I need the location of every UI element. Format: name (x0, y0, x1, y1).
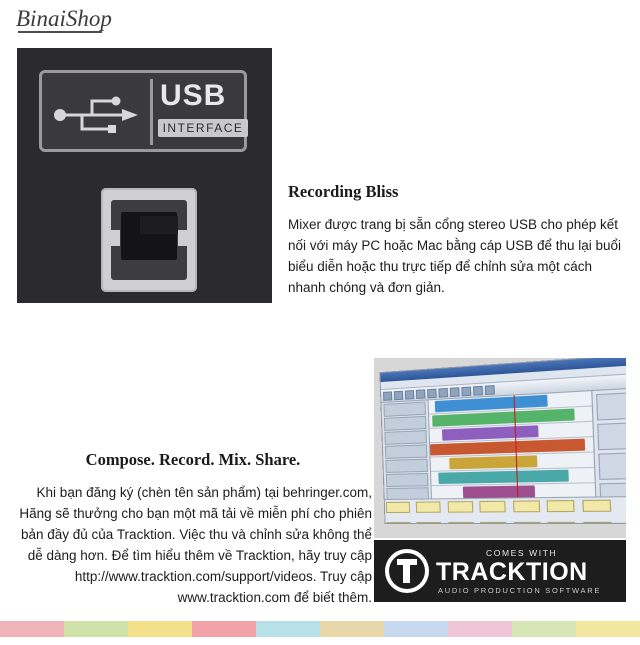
tracktion-wordmark: TRACKTION (436, 558, 588, 586)
browser-cell (386, 502, 410, 513)
audio-clip (449, 455, 538, 469)
track-header (383, 402, 426, 417)
audio-clip (442, 425, 538, 440)
daw-window (379, 358, 626, 524)
tracktion-logo-banner (374, 540, 626, 602)
recording-bliss-section (288, 182, 626, 298)
audio-clip (462, 485, 535, 498)
usb-port-photo (17, 48, 272, 303)
browser-cell (547, 500, 575, 512)
toolbar-icon (383, 391, 392, 401)
browser-cell (514, 522, 541, 524)
browser-cell (416, 501, 441, 512)
browser-cell (582, 500, 611, 512)
daw-screenshot-panel (374, 358, 626, 538)
strip-swatch (256, 621, 320, 637)
browser-cell (480, 522, 506, 524)
usb-badge (39, 70, 247, 152)
usb-type-b-connector (101, 188, 197, 292)
track-header (385, 444, 428, 459)
browser-cell (447, 501, 473, 513)
plugin-slot (598, 452, 626, 480)
track-header (386, 473, 429, 487)
tracktion-tagline: AUDIO PRODUCTION SOFTWARE (438, 586, 602, 595)
strip-swatch (320, 621, 384, 637)
daw-arrange-area (381, 389, 626, 525)
browser-cell (583, 522, 612, 524)
strip-swatch (576, 621, 640, 637)
usb-badge-divider (150, 79, 153, 145)
browser-cell (387, 522, 411, 524)
recording-bliss-body: Mixer được trang bị sẵn cổng stereo USB cho phép kết nối với máy PC hoặc Mac bằng cáp USB để thu lại buổi biểu diễn hoặc thu trực tiếp để chỉnh sửa một cách nhanh chóng và đơn giản. (288, 217, 622, 295)
usb-connector-shell (111, 200, 187, 280)
toolbar-icon (438, 387, 448, 397)
strip-swatch (384, 621, 448, 637)
track-header (384, 430, 427, 445)
compose-body: Khi bạn đăng ký (chèn tên sản phẩm) tại behringer.com, Hãng sẽ thưởng cho bạn một mã tải về miễn phí cho phiên bản đầy đủ của Tracktion. Việc thu và chỉnh sửa không thể dễ dàng hơn. Để tìm hiểu thêm về Tracktion, hãy truy cập http://www.tracktion.com/support/videos. Truy cập www.tracktion.com để biết thêm. (19, 485, 372, 605)
toolbar-icon (394, 390, 403, 400)
toolbar-icon (473, 385, 483, 395)
toolbar-icon (427, 388, 437, 398)
usb-trident-icon (52, 89, 144, 137)
recording-bliss-title: Recording Bliss (288, 182, 399, 201)
site-logo[interactable] (16, 6, 112, 32)
bottom-color-strip (0, 621, 640, 637)
compose-title: Compose. Record. Mix. Share. (85, 450, 301, 469)
strip-swatch (448, 621, 512, 637)
tracktion-t-mark-icon (384, 548, 430, 594)
toolbar-icon (450, 387, 460, 397)
logo-underline (18, 31, 102, 33)
strip-swatch (512, 621, 576, 637)
strip-swatch (128, 621, 192, 637)
tracktion-comes-with-label: COMES WITH (486, 548, 558, 558)
browser-cell (548, 522, 576, 524)
toolbar-icon (461, 386, 471, 396)
browser-cell (417, 522, 442, 524)
browser-cell (448, 522, 474, 524)
track-header (385, 459, 428, 473)
track-header (384, 416, 427, 431)
toolbar-icon (416, 389, 425, 399)
plugin-slot (596, 392, 626, 420)
strip-swatch (0, 621, 64, 637)
usb-connector-tab (140, 216, 178, 234)
usb-notch-right (178, 230, 187, 246)
audio-clip (439, 470, 569, 484)
plugin-slot (597, 422, 626, 450)
daw-browser-panel (385, 496, 626, 524)
compose-section (14, 450, 372, 608)
browser-cell (513, 500, 540, 512)
browser-cell (480, 501, 506, 513)
usb-connector-cavity (121, 212, 177, 260)
usb-badge-word: USB (160, 79, 227, 112)
strip-swatch (64, 621, 128, 637)
logo-text-binai: Binai (16, 6, 66, 31)
usb-badge-subtitle: INTERFACE (158, 119, 248, 137)
usb-notch-left (111, 230, 120, 246)
toolbar-icon (405, 389, 414, 399)
strip-swatch (192, 621, 256, 637)
logo-text-shop: Shop (65, 6, 112, 31)
toolbar-icon (485, 385, 495, 395)
